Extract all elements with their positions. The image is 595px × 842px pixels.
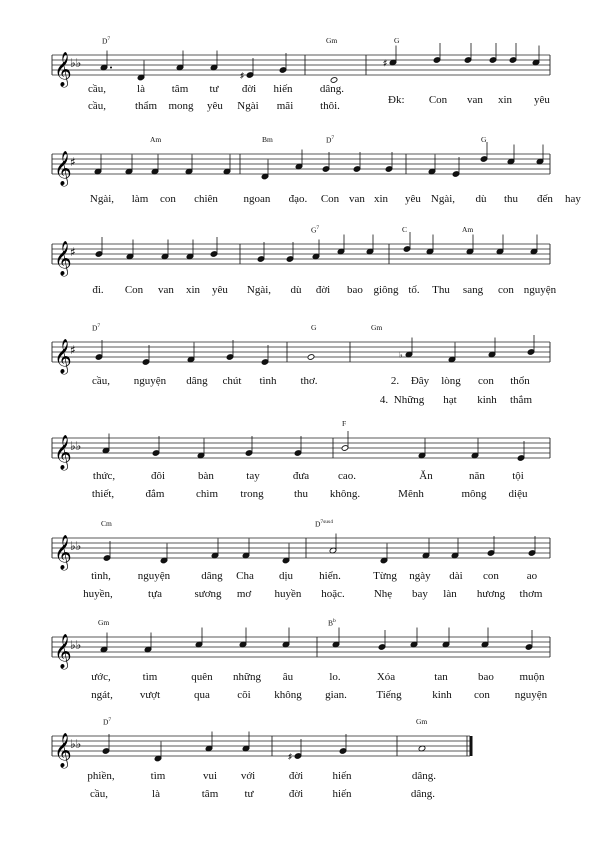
lyric-syllable: ngoan <box>243 193 271 205</box>
chord-symbol: Cm <box>101 519 112 528</box>
lyric-syllable: ngát, <box>91 689 113 701</box>
lyric-syllable: dù <box>475 193 487 205</box>
lyric-syllable: lo. <box>329 671 341 683</box>
lyric-syllable: đôi <box>150 470 166 482</box>
lyric-syllable: Ăn <box>419 470 433 482</box>
lyric-syllable: dài <box>449 570 463 582</box>
lyric-syllable: nguyện <box>514 689 548 701</box>
lyric-syllable: nguyện <box>137 570 171 582</box>
lyric-syllable: cõi <box>237 689 251 701</box>
lyric-syllable: thơ. <box>300 375 318 387</box>
lyric-syllable: ao <box>526 570 538 582</box>
lyric-syllable: vui <box>202 770 218 782</box>
lyric-syllable: con <box>498 284 514 296</box>
lyric-syllable: Ngài, <box>246 284 272 296</box>
lyric-syllable: bao <box>478 671 494 683</box>
lyric-syllable: Tiếng <box>376 689 402 701</box>
chord-symbol: Bm <box>262 135 273 144</box>
lyric-syllable: hiến <box>273 83 293 95</box>
treble-clef-icon: 𝄞 <box>54 241 72 276</box>
lyric-syllable: Con <box>428 94 448 106</box>
lyric-syllable: Xóa <box>376 671 396 683</box>
lyric-syllable: làm <box>131 193 149 205</box>
chord-symbol: Gm <box>371 323 383 332</box>
treble-clef-icon: 𝄞 <box>54 435 72 470</box>
lyric-syllable: tình <box>259 375 277 387</box>
lyric-syllable: con <box>478 375 494 387</box>
lyric-syllable: dâng. <box>319 83 345 95</box>
lyric-syllable: mong <box>168 100 194 112</box>
chord-symbol: $D^7$ <box>103 717 112 727</box>
treble-clef-icon: 𝄞 <box>54 634 72 669</box>
chord-symbol: $D^7$ <box>102 36 111 46</box>
lyric-syllable: Đây <box>410 375 430 387</box>
lyric-syllable: mãi <box>276 100 294 112</box>
lyric-syllable: hiến <box>332 770 352 782</box>
treble-clef-icon: 𝄞 <box>54 151 72 186</box>
lyric-syllable: tìm <box>150 770 166 782</box>
lyric-syllable: van <box>158 284 174 296</box>
lyric-syllable: dâng. <box>410 788 436 800</box>
chord-symbol: Am <box>150 135 162 144</box>
lyric-syllable: Con <box>124 284 144 296</box>
lyric-syllable: dâng <box>201 570 223 582</box>
key-signature: ♯ <box>70 245 76 259</box>
chord-symbol: Am <box>462 225 474 234</box>
sharp-accidental: ♯ <box>240 71 244 80</box>
lyric-syllable: tựa <box>148 588 162 600</box>
lyric-syllable: dâng. <box>411 770 437 782</box>
lyric-syllable: hạt <box>443 394 457 406</box>
lyric-syllable: tố. <box>408 284 420 296</box>
lyric-syllable: không. <box>329 488 361 500</box>
lyric-syllable: giông <box>373 284 399 296</box>
lyric-syllable: gian. <box>325 689 347 701</box>
lyric-syllable: qua <box>194 689 210 701</box>
lyric-syllable: Nhẹ <box>373 588 393 600</box>
lyric-syllable: dù <box>290 284 302 296</box>
lyric-syllable: thu <box>293 488 309 500</box>
lyric-syllable: tội <box>512 470 524 482</box>
lyric-syllable: mơ <box>236 588 252 600</box>
lyric-syllable: xin <box>185 284 201 296</box>
lyric-syllable: hiển. <box>319 570 341 582</box>
lyric-syllable: hoặc. <box>321 588 345 600</box>
lyric-syllable: Mênh <box>398 488 424 500</box>
lyric-syllable: với <box>240 770 256 782</box>
lyric-syllable: Ngài <box>237 100 259 112</box>
lyric-syllable: van <box>349 193 365 205</box>
lyric-syllable: tư <box>244 788 254 800</box>
lyric-syllable: lòng <box>441 375 461 387</box>
lyric-syllable: đạo. <box>288 193 308 205</box>
lyric-syllable: âu <box>282 671 294 683</box>
lyric-syllable: huyền <box>274 588 302 600</box>
lyric-syllable: tâm <box>201 788 219 800</box>
lyric-syllable: ước, <box>91 671 111 683</box>
lyric-syllable: cầu, <box>91 375 111 387</box>
lyric-syllable: cao. <box>337 470 357 482</box>
lyric-syllable: dâng <box>186 375 208 387</box>
treble-clef-icon: 𝄞 <box>54 733 72 768</box>
lyric-syllable: yêu <box>405 193 421 205</box>
lyric-syllable: không <box>274 689 302 701</box>
lyric-syllable: hiến <box>332 788 352 800</box>
lyric-syllable: cầu, <box>89 788 109 800</box>
chord-symbol: Gm <box>416 717 428 726</box>
chord-symbol: Gm <box>326 36 338 45</box>
sharp-accidental: ♯ <box>288 752 292 761</box>
lyric-syllable: con <box>483 570 499 582</box>
chord-symbol: $B^b$ <box>328 618 336 628</box>
chord-symbol: $G^7$ <box>311 225 320 235</box>
lyric-syllable: làn <box>443 588 457 600</box>
lyric-syllable: xin <box>497 94 513 106</box>
lyric-syllable: thẩm <box>135 100 157 112</box>
lyric-syllable: đến <box>537 193 553 205</box>
chord-symbol: G <box>481 135 487 144</box>
lyric-syllable: Ngài, <box>89 193 115 205</box>
chord-symbol: $D^7$ <box>92 323 101 333</box>
lyric-syllable: kinh <box>432 689 452 701</box>
lyric-syllable: thiết, <box>91 488 115 500</box>
lyric-syllable: là <box>137 83 145 95</box>
lyric-syllable: thôi. <box>320 100 340 112</box>
lyric-syllable: 4. <box>379 394 389 406</box>
lyric-syllable: thắm <box>510 394 532 406</box>
lyric-syllable: bay <box>412 588 428 600</box>
lyric-syllable: con <box>160 193 176 205</box>
lyric-syllable: đời <box>288 770 304 782</box>
lyric-syllable: bao <box>347 284 363 296</box>
lyric-syllable: tư <box>209 83 219 95</box>
lyric-syllable: thức, <box>92 470 116 482</box>
lyric-syllable: hương <box>476 588 506 600</box>
lyric-syllable: tình, <box>91 570 111 582</box>
lyric-syllable: yêu <box>207 100 223 112</box>
lyric-syllable: cầu, <box>87 100 107 112</box>
chord-symbol: G <box>311 323 317 332</box>
chord-symbol: C <box>402 225 408 234</box>
lyric-syllable: tâm <box>171 83 189 95</box>
refrain-label: Đk: <box>388 94 405 106</box>
key-signature: ♯ <box>70 343 76 357</box>
lyric-syllable: Ngài, <box>430 193 456 205</box>
treble-clef-icon: 𝄞 <box>54 52 72 87</box>
lyric-syllable: Từng <box>373 570 397 582</box>
treble-clef-icon: 𝄞 <box>54 339 72 374</box>
lyric-syllable: những <box>233 671 261 683</box>
lyric-syllable: sương <box>194 588 222 600</box>
lyric-syllable: mông <box>461 488 487 500</box>
lyric-syllable: Cha <box>236 570 254 582</box>
key-signature: ♭♭ <box>70 439 82 453</box>
lyric-syllable: quên <box>191 671 213 683</box>
lyric-syllable: Con <box>320 193 340 205</box>
lyric-syllable: phiền, <box>87 770 115 782</box>
lyric-syllable: nguyện <box>133 375 167 387</box>
key-signature: ♭♭ <box>70 638 82 652</box>
lyric-syllable: chút <box>222 375 242 387</box>
lyric-syllable: tay <box>246 470 260 482</box>
lyric-syllable: yêu <box>212 284 228 296</box>
chord-symbol: $D^7$ <box>326 135 335 145</box>
key-signature: ♭♭ <box>70 56 82 70</box>
lyric-syllable: thơm <box>519 588 543 600</box>
lyric-syllable: 2. <box>390 375 400 387</box>
chord-symbol: G <box>394 36 400 45</box>
lyric-syllable: thổn <box>510 375 530 387</box>
lyric-syllable: đời <box>288 788 304 800</box>
lyric-syllable: Thu <box>432 284 450 296</box>
lyric-syllable: tan <box>434 671 448 683</box>
lyric-syllable: thu <box>503 193 519 205</box>
lyric-syllable: là <box>152 788 160 800</box>
lyric-syllable: sang <box>462 284 484 296</box>
lyric-syllable: đưa <box>292 470 310 482</box>
lyric-syllable: muộn <box>519 671 545 683</box>
lyric-syllable: Những <box>393 394 425 406</box>
chord-symbol: F <box>342 419 347 428</box>
lyric-syllable: đời <box>241 83 257 95</box>
lyric-syllable: yêu <box>534 94 550 106</box>
lyric-syllable: chiên <box>194 193 218 205</box>
key-signature: ♭♭ <box>70 737 82 751</box>
lyric-syllable: trong <box>240 488 264 500</box>
lyric-syllable: chìm <box>196 488 218 500</box>
chord-symbol: $D^{7sus4}$ <box>315 519 333 529</box>
lyric-syllable: hay <box>565 193 581 205</box>
lyric-syllable: bàn <box>198 470 214 482</box>
lyric-syllable: tìm <box>142 671 158 683</box>
lyric-syllable: dịu <box>278 570 294 582</box>
lyric-syllable: ngày <box>409 570 431 582</box>
lyric-syllable: kinh <box>477 394 497 406</box>
lyric-syllable: đi. <box>92 284 104 296</box>
lyric-syllable: xin <box>373 193 389 205</box>
lyric-syllable: nguyện <box>523 284 557 296</box>
lyric-syllable: đắm <box>145 488 165 500</box>
chord-symbol: Gm <box>98 618 110 627</box>
lyric-syllable: đời <box>315 284 331 296</box>
key-signature: ♭♭ <box>70 539 82 553</box>
lyric-syllable: van <box>467 94 483 106</box>
lyric-syllable: cầu, <box>87 83 107 95</box>
lyric-syllable: huyền, <box>83 588 113 600</box>
lyric-syllable: diệu <box>508 488 528 500</box>
lyric-syllable: năn <box>469 470 485 482</box>
key-signature: ♯ <box>70 155 76 169</box>
lyric-syllable: con <box>474 689 490 701</box>
lyric-syllable: vượt <box>139 689 161 701</box>
sharp-accidental: ♯ <box>383 58 387 68</box>
treble-clef-icon: 𝄞 <box>54 535 72 570</box>
flat-accidental: ♭ <box>399 350 403 360</box>
